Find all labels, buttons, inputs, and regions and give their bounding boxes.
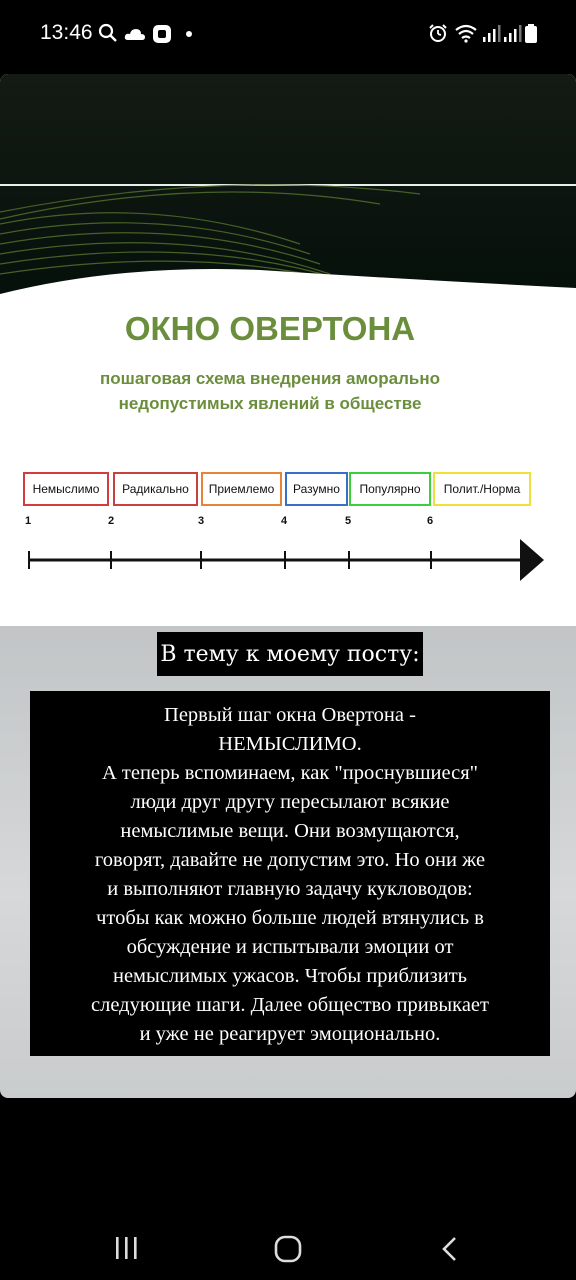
post-line: люди друг другу пересылают всякие	[130, 791, 450, 813]
recents-icon[interactable]	[114, 1236, 140, 1260]
stage-box: Радикально	[113, 472, 198, 506]
status-time: 13:46	[40, 21, 93, 44]
story-card[interactable]	[0, 74, 576, 1098]
post-line: А теперь вспоминаем, как "проснувшиеся"	[101, 762, 479, 784]
signal-icon	[481, 24, 501, 44]
stage-number: 2	[108, 515, 115, 527]
subtitle-line: недопустимых явлений в обществе	[118, 394, 422, 413]
cloud-icon	[124, 26, 146, 42]
app-icon	[152, 24, 172, 44]
navigation-bar	[0, 1200, 576, 1280]
post-text	[30, 691, 550, 1056]
post-line: Первый шаг окна Овертона -	[164, 704, 416, 726]
stage-box: Разумно	[285, 472, 348, 506]
dot-icon	[185, 30, 193, 38]
search-icon	[98, 22, 118, 44]
image-subtitle	[60, 366, 480, 416]
post-line: немыслимые вещи. Они возмущаются,	[120, 820, 460, 842]
stage-number: 5	[345, 515, 352, 527]
post-line: следующие шаги. Далее общество привыкает	[91, 994, 489, 1016]
post-line: чтобы как можно больше людей втянулись в	[96, 907, 484, 929]
signal-icon	[502, 24, 522, 44]
wifi-icon	[454, 23, 480, 43]
stage-box: Приемлемо	[201, 472, 282, 506]
stage-number: 1	[25, 515, 32, 527]
post-line: обсуждение и испытывали эмоции от	[126, 936, 454, 958]
home-icon[interactable]	[274, 1235, 302, 1263]
stage-box: Полит./Норма	[433, 472, 531, 506]
status-bar	[0, 0, 576, 70]
stage-number: 6	[427, 515, 434, 527]
post-line: немыслимых ужасов. Чтобы приблизить	[112, 965, 468, 987]
back-icon[interactable]	[440, 1236, 460, 1262]
image-title: ОКНО ОВЕРТОНА	[124, 310, 416, 347]
dark-header-graphic	[0, 74, 576, 304]
battery-icon	[524, 23, 538, 45]
stage-box: Немыслимо	[23, 472, 109, 506]
subtitle-line: пошаговая схема внедрения аморально	[100, 369, 440, 388]
stage-box: Популярно	[349, 472, 431, 506]
post-line: и выполняют главную задачу кукловодов:	[107, 878, 473, 900]
alarm-icon	[428, 23, 448, 43]
stage-number: 3	[198, 515, 205, 527]
stage-number: 4	[281, 515, 288, 527]
post-line: НЕМЫСЛИМО.	[218, 733, 362, 755]
timeline-arrow	[0, 532, 576, 592]
post-label: В тему к моему посту:	[157, 632, 423, 676]
overton-window-image	[0, 74, 576, 626]
post-line: говорят, давайте не допустим это. Но они же	[94, 849, 486, 871]
post-line: и уже не реагирует эмоционально.	[139, 1023, 441, 1045]
